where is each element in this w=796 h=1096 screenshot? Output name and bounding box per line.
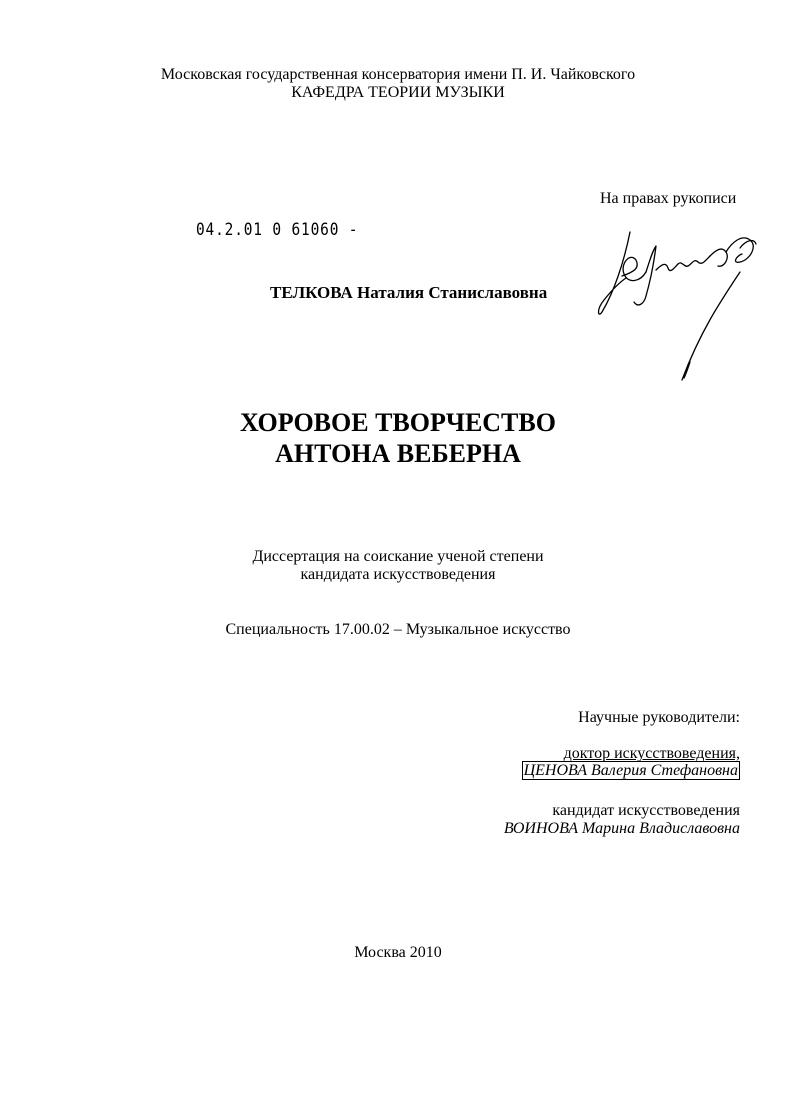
- supervisor-1-name-box: [522, 762, 740, 780]
- handwritten-signature: [590, 212, 775, 387]
- supervisor-2-degree: кандидат искусствоведения: [552, 802, 740, 819]
- city-year: Москва 2010: [354, 944, 442, 961]
- registration-code-stamp: 04.2.01 0 61060 -: [196, 220, 359, 240]
- dissertation-title-line-2: АНТОНА ВЕБЕРНА: [275, 439, 521, 468]
- author-name: ТЕЛКОВА Наталия Станиславовна: [270, 283, 548, 302]
- degree-line-1: Диссертация на соискание ученой степени: [252, 548, 544, 565]
- supervisor-1-name: ЦЕНОВА Валерия Стефановна: [523, 762, 738, 779]
- degree-line-2: кандидата искусствоведения: [300, 566, 496, 583]
- supervisor-2-name: ВОИНОВА Марина Владиславовна: [503, 820, 740, 837]
- supervisor-1-degree: доктор искусствоведения,: [563, 745, 740, 762]
- specialty: Специальность 17.00.02 – Музыкальное искусство: [225, 621, 571, 638]
- manuscript-note: На правах рукописи: [600, 190, 737, 207]
- dissertation-title-line-1: ХОРОВОЕ ТВОРЧЕСТВО: [240, 408, 556, 437]
- department-name: КАФЕДРА ТЕОРИИ МУЗЫКИ: [291, 84, 505, 101]
- supervisors-heading: Научные руководители:: [578, 709, 740, 726]
- institution-name: Московская государственная консерватория имени П. И. Чайковского: [160, 66, 636, 83]
